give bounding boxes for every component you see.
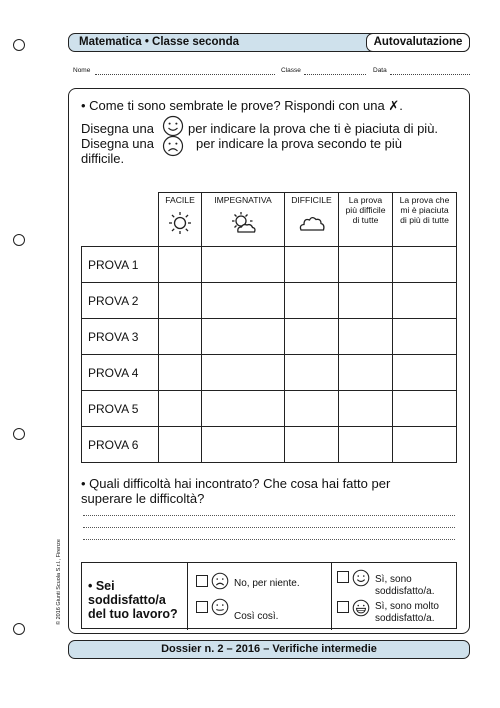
satisfaction-box: [81, 562, 457, 629]
answer-cell[interactable]: [339, 247, 393, 283]
sun-icon: [168, 211, 192, 235]
header-label: La prova che mi è piaciuta di più di tutte: [399, 195, 450, 225]
option-very-satisfied: Sì, sono molto soddisfatto/a.: [375, 601, 439, 624]
answer-line-2[interactable]: [83, 527, 455, 528]
checkbox-very-satisfied[interactable]: [337, 601, 349, 613]
question-rating: • Come ti sono sembrate le prove? Rispondi con una ✗.: [81, 98, 403, 113]
header-label: FACILE: [165, 195, 195, 205]
answer-cell[interactable]: [159, 247, 202, 283]
answer-cell[interactable]: [285, 247, 339, 283]
row-label: PROVA 3: [82, 319, 159, 355]
option-so-so: Così così.: [234, 611, 279, 622]
answer-cell[interactable]: [159, 283, 202, 319]
grin-face-icon: [352, 599, 370, 617]
question-difficulties-1: • Quali difficoltà hai incontrato? Che cosa hai fatto per: [81, 476, 391, 491]
header-impegnativa: [202, 193, 285, 247]
table-corner: [82, 193, 159, 247]
row-label: PROVA 1: [82, 247, 159, 283]
satisfaction-question: [88, 579, 178, 621]
footer-bar: Dossier n. 2 – 2016 – Verifiche intermedie: [68, 640, 470, 659]
header-label: IMPEGNATIVA: [214, 195, 272, 205]
answer-cell[interactable]: [285, 391, 339, 427]
rating-table: [81, 192, 457, 463]
instruction-hard-end: difficile.: [81, 151, 125, 166]
satisfaction-divider-1: [187, 563, 188, 630]
row-label: PROVA 2: [82, 283, 159, 319]
answer-cell[interactable]: [202, 319, 285, 355]
class-field[interactable]: [304, 74, 366, 75]
answer-cell[interactable]: [285, 283, 339, 319]
answer-cell[interactable]: [393, 427, 457, 463]
satisfaction-question-line: soddisfatto/a: [88, 593, 166, 607]
instruction-like-after: per indicare la prova che ti è piaciuta di più.: [188, 121, 439, 136]
binder-hole-3: [13, 428, 25, 440]
checkbox-so-so[interactable]: [196, 601, 208, 613]
answer-cell[interactable]: [393, 391, 457, 427]
binder-hole-2: [13, 234, 25, 246]
row-label: PROVA 4: [82, 355, 159, 391]
answer-cell[interactable]: [285, 355, 339, 391]
answer-cell[interactable]: [339, 355, 393, 391]
answer-cell[interactable]: [393, 319, 457, 355]
instruction-hard-after: per indicare la prova secondo te più: [196, 136, 402, 151]
date-field[interactable]: [390, 74, 470, 75]
answer-cell[interactable]: [159, 391, 202, 427]
table-row: [82, 283, 457, 319]
cloud-icon: [298, 212, 326, 234]
row-label: PROVA 6: [82, 427, 159, 463]
table-row: [82, 427, 457, 463]
header-hardest: [339, 193, 393, 247]
satisfaction-divider-2: [331, 563, 332, 630]
answer-cell[interactable]: [159, 355, 202, 391]
sad-face-icon: [162, 135, 184, 157]
name-label: Nome: [73, 67, 91, 74]
sad-face-icon: [211, 572, 229, 590]
answer-cell[interactable]: [202, 427, 285, 463]
instruction-like-before: Disegna una: [81, 121, 154, 136]
answer-cell[interactable]: [202, 355, 285, 391]
answer-cell[interactable]: [285, 427, 339, 463]
question-difficulties-2: superare le difficoltà?: [81, 491, 205, 506]
table-row: [82, 247, 457, 283]
answer-cell[interactable]: [339, 283, 393, 319]
sun-cloud-icon: [228, 211, 258, 235]
table-row: [82, 355, 457, 391]
answer-cell[interactable]: [393, 247, 457, 283]
date-label: Data: [373, 67, 387, 74]
copyright-note: © 2016 Giunti Scuola S.r.l., Firenze: [56, 539, 62, 625]
subject-title: Matematica • Classe seconda: [79, 36, 239, 48]
answer-cell[interactable]: [159, 427, 202, 463]
header-label: La prova più difficile di tutte: [345, 195, 386, 225]
answer-cell[interactable]: [339, 391, 393, 427]
answer-cell[interactable]: [159, 319, 202, 355]
answer-cell[interactable]: [202, 283, 285, 319]
table-row: [82, 319, 457, 355]
table-row: [82, 391, 457, 427]
binder-hole-4: [13, 623, 25, 635]
header-bar: [68, 33, 470, 52]
self-assessment-badge: Autovalutazione: [366, 33, 470, 52]
answer-cell[interactable]: [202, 247, 285, 283]
answer-cell[interactable]: [393, 355, 457, 391]
answer-line-3[interactable]: [83, 539, 455, 540]
smile-face-icon: [352, 569, 370, 587]
satisfaction-question-line: del tuo lavoro?: [88, 607, 178, 621]
instruction-hard-before: Disegna una: [81, 136, 154, 151]
smile-face-icon: [162, 115, 184, 137]
row-label: PROVA 5: [82, 391, 159, 427]
header-label: DIFFICILE: [291, 195, 332, 205]
answer-cell[interactable]: [339, 319, 393, 355]
answer-cell[interactable]: [285, 319, 339, 355]
binder-hole-1: [13, 39, 25, 51]
header-difficile: [285, 193, 339, 247]
header-favourite: [393, 193, 457, 247]
neutral-face-icon: [211, 598, 229, 616]
class-label: Classe: [281, 67, 301, 74]
checkbox-not-at-all[interactable]: [196, 575, 208, 587]
answer-cell[interactable]: [202, 391, 285, 427]
option-not-at-all: No, per niente.: [234, 578, 300, 589]
answer-cell[interactable]: [339, 427, 393, 463]
answer-cell[interactable]: [393, 283, 457, 319]
option-satisfied: Sì, sono soddisfatto/a.: [375, 574, 435, 597]
answer-line-1[interactable]: [83, 515, 455, 516]
name-field[interactable]: [95, 74, 275, 75]
header-facile: [159, 193, 202, 247]
checkbox-satisfied[interactable]: [337, 571, 349, 583]
satisfaction-question-line: • Sei: [88, 579, 115, 593]
